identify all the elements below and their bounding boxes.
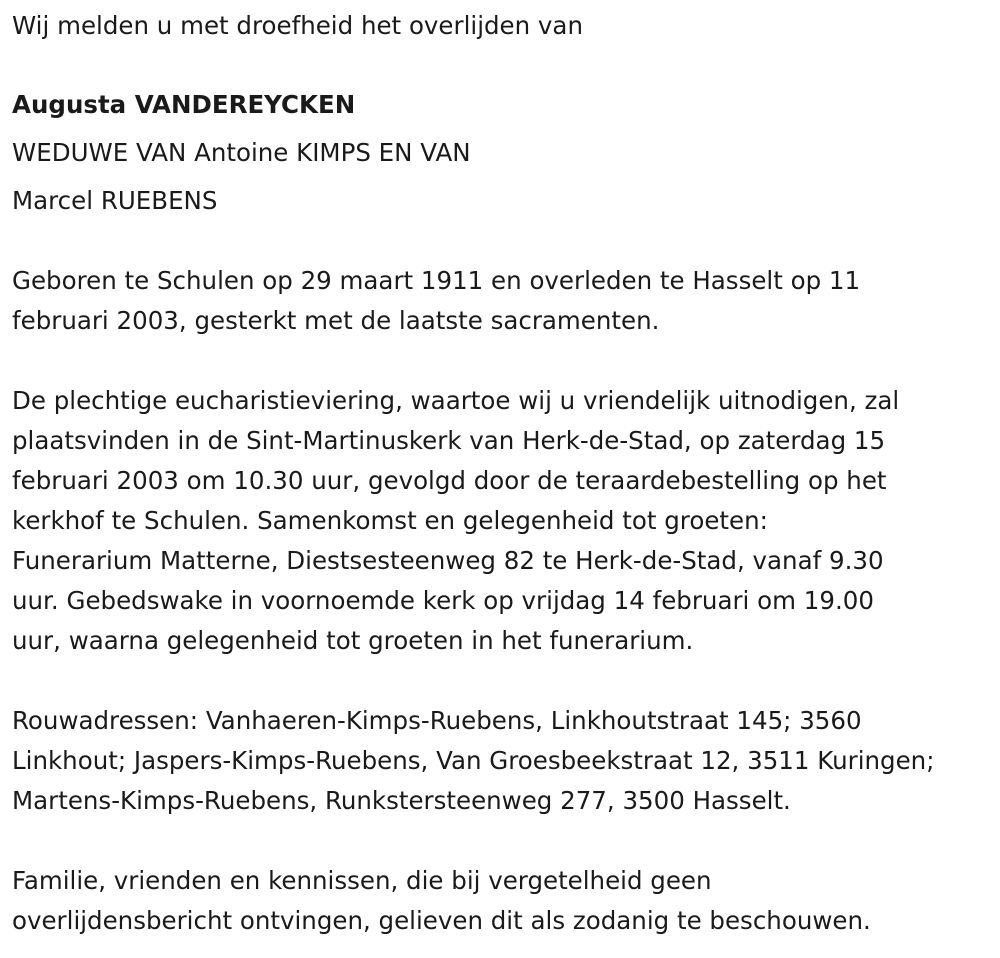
paragraph-line: Linkhout; Jaspers-Kimps-Ruebens, Van Groesbeekstraat 12, 3511 Kuringen; bbox=[12, 746, 935, 775]
addresses-paragraph bbox=[12, 701, 934, 821]
paragraph-line: februari 2003 om 10.30 uur, gevolgd door de teraardebestelling op het bbox=[12, 466, 887, 495]
paragraph-line: uur, waarna gelegenheid tot groeten in het funerarium. bbox=[12, 626, 694, 655]
paragraph-line: overlijdensbericht ontvingen, gelieven dit als zodanig te beschouwen. bbox=[12, 906, 871, 935]
birth-death-paragraph bbox=[12, 261, 860, 341]
paragraph-line: kerkhof te Schulen. Samenkomst en gelegenheid tot groeten: bbox=[12, 506, 768, 535]
paragraph-line: Funerarium Matterne, Diestsesteenweg 82 te Herk-de-Stad, vanaf 9.30 bbox=[12, 546, 884, 575]
deceased-name: Augusta VANDEREYCKEN bbox=[12, 90, 356, 119]
paragraph-line: De plechtige eucharistieviering, waartoe wij u vriendelijk uitnodigen, zal bbox=[12, 386, 900, 415]
paragraph-line: Rouwadressen: Vanhaeren-Kimps-Ruebens, Linkhoutstraat 145; 3560 bbox=[12, 706, 862, 735]
deceased-title-line-2: Marcel RUEBENS bbox=[12, 186, 218, 215]
closing-paragraph bbox=[12, 861, 871, 941]
ceremony-paragraph bbox=[12, 381, 899, 661]
paragraph-line: februari 2003, gesterkt met de laatste sacramenten. bbox=[12, 306, 660, 335]
paragraph-line: Martens-Kimps-Ruebens, Runkstersteenweg 277, 3500 Hasselt. bbox=[12, 786, 791, 815]
paragraph-line: uur. Gebedswake in voornoemde kerk op vrijdag 14 februari om 19.00 bbox=[12, 586, 874, 615]
paragraph-line: Geboren te Schulen op 29 maart 1911 en overleden te Hasselt op 11 bbox=[12, 266, 861, 295]
paragraph-line: Familie, vrienden en kennissen, die bij vergetelheid geen bbox=[12, 866, 712, 895]
deceased-title-line-1: WEDUWE VAN Antoine KIMPS EN VAN bbox=[12, 138, 471, 167]
paragraph-line: plaatsvinden in de Sint-Martinuskerk van Herk-de-Stad, op zaterdag 15 bbox=[12, 426, 886, 455]
intro-text: Wij melden u met droefheid het overlijden van bbox=[12, 11, 583, 40]
